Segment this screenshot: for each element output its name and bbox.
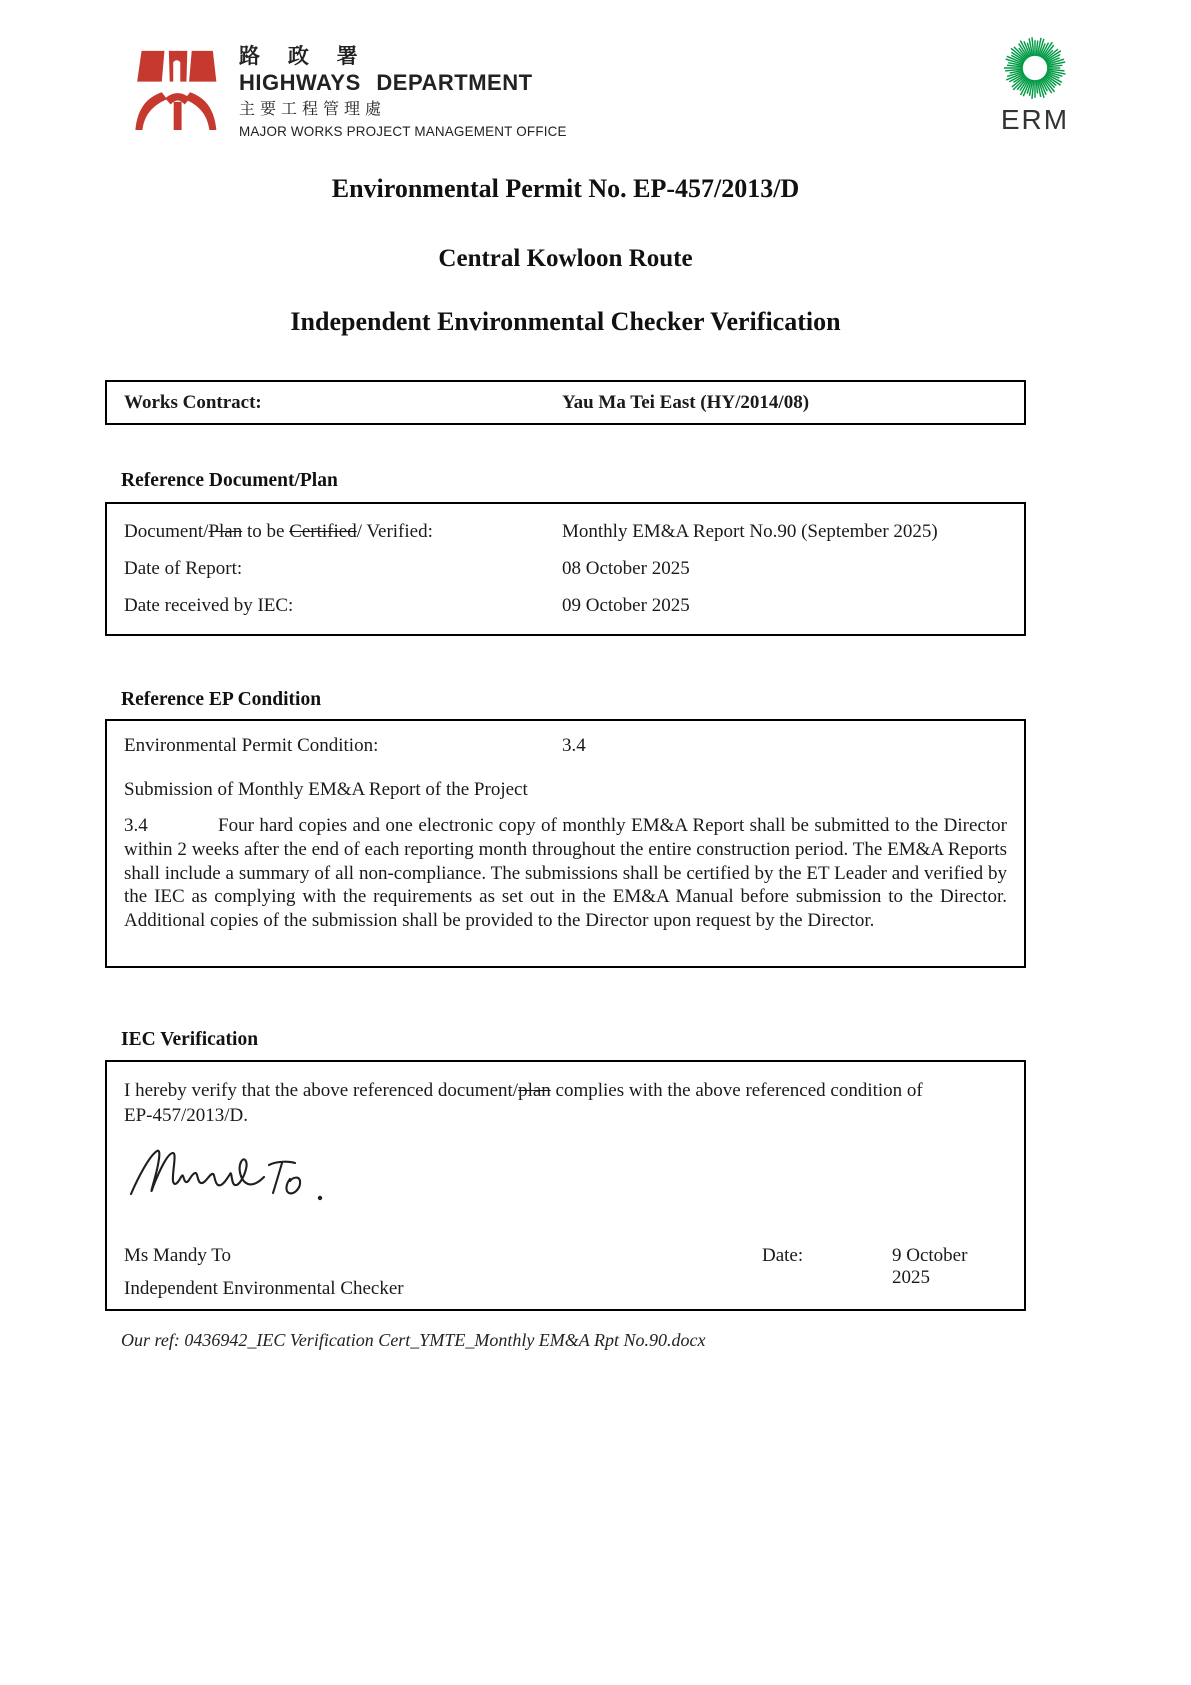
struck-word-certified: Certified (289, 521, 357, 542)
erm-logo-text: ERM (1000, 104, 1070, 135)
verification-statement: I hereby verify that the above referenced document/plan complies with the above referenced condition of EP-457/2013/D. (124, 1080, 923, 1126)
ep-condition-value: 3.4 (562, 735, 586, 756)
document-verified-row (107, 514, 1024, 550)
reference-document-box (105, 502, 1026, 636)
struck-word-plan: plan (518, 1080, 551, 1101)
struck-word-plan: Plan (208, 521, 243, 542)
iec-verification-box (105, 1060, 1026, 1311)
clause-text: Four hard copies and one electronic copy of monthly EM&A Report shall be submitted to the Director within 2 weeks after the end of each reporting month throughout the entire construction period. The EM&A Reports shall include a summary of all non-compliance. The submissions shall be certified by the ET Leader and verified by the IEC as complying with the requirements as set out in the EM&A Manual before submission to the Director. Additional copies of the submission shall be provided to the Director upon request by the Director. (124, 815, 1007, 932)
hd-office-english: MAJOR WORKS PROJECT MANAGEMENT OFFICE (239, 123, 567, 139)
date-of-report-value: 08 October 2025 (562, 558, 690, 579)
date-received-row (107, 588, 1024, 624)
reference-ep-box (105, 719, 1026, 968)
reference-ep-heading: Reference EP Condition (121, 689, 322, 710)
highways-department-logo-icon (131, 44, 219, 136)
ep-condition-label: Environmental Permit Condition: (124, 735, 379, 756)
hd-office-chinese: 主要工程管理處 (239, 101, 387, 118)
document-verified-label: Document/Plan to be Certified/ Verified: (124, 521, 433, 542)
signatory-name: Ms Mandy To (124, 1245, 232, 1266)
ep-condition-subheading: Submission of Monthly EM&A Report of the Project (124, 779, 528, 800)
document-verified-value: Monthly EM&A Report No.90 (September 2025) (562, 521, 938, 542)
date-of-report-label: Date of Report: (124, 558, 243, 579)
works-contract-label: Works Contract: (124, 391, 262, 413)
erm-logo (997, 33, 1073, 135)
date-value: 9 October 2025 (892, 1245, 968, 1288)
iec-verification-heading: IEC Verification (121, 1029, 259, 1050)
date-received-value: 09 October 2025 (562, 595, 690, 616)
signatory-title: Independent Environmental Checker (124, 1278, 404, 1299)
reference-document-heading: Reference Document/Plan (121, 470, 338, 491)
date-of-report-row (107, 551, 1024, 587)
title-environmental-permit: Environmental Permit No. EP-457/2013/D (331, 174, 800, 203)
erm-starburst-icon (1000, 33, 1070, 103)
title-document-type: Independent Environmental Checker Verification (290, 307, 841, 336)
ep-condition-row (124, 735, 1007, 757)
date-label: Date: (762, 1245, 804, 1266)
works-contract-value: Yau Ma Tei East (HY/2014/08) (562, 391, 810, 413)
hd-name-english: HIGHWAYS DEPARTMENT (239, 70, 533, 95)
our-ref-footnote: Our ref: 0436942_IEC Verification Cert_YMTE_Monthly EM&A Rpt No.90.docx (121, 1330, 706, 1350)
date-received-label: Date received by IEC: (124, 595, 294, 616)
title-project-name: Central Kowloon Route (438, 245, 693, 272)
clause-number: 3.4 (124, 815, 148, 836)
highways-department-header (131, 44, 580, 140)
works-contract-box (105, 380, 1026, 425)
signature-image (127, 1142, 339, 1218)
ep-condition-clause (124, 814, 1007, 933)
hd-name-chinese: 路 政 署 (239, 45, 369, 68)
signatory-row (124, 1245, 1007, 1288)
